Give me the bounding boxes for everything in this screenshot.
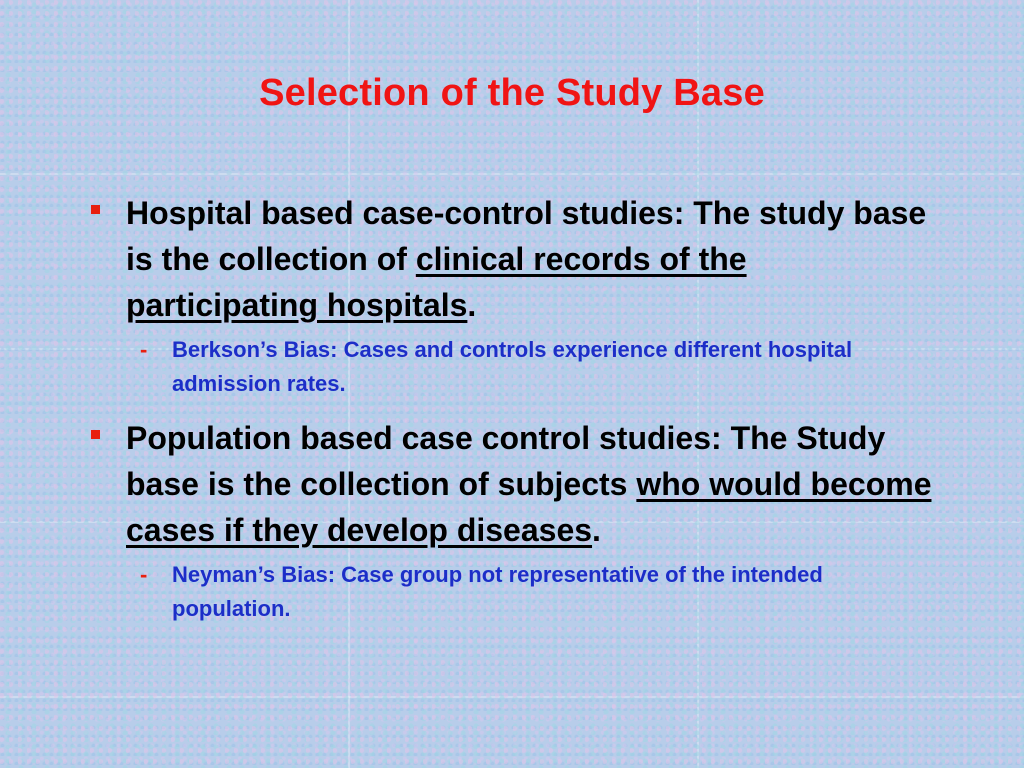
sub-bullet-neymans-bias [88,558,938,626]
dash-bullet-icon: - [140,562,148,587]
slide-content [88,190,938,626]
bullet-text-end: . [467,287,477,323]
slide-title: Selection of the Study Base [259,72,765,114]
dash-bullet-icon: - [140,337,148,362]
sub-bullet-text: Neyman’s Bias: Case group not representative of the intended population. [172,562,823,621]
sub-bullet-berksons-bias [88,333,938,401]
bullet-text-underlined: who would become cases if they develop diseases [126,466,932,548]
bullet-text-underlined: clinical records of the participating hospitals [126,241,747,323]
bullet-text [126,415,938,553]
bullet-text [126,190,938,328]
sub-bullet-text: Berkson’s Bias: Cases and controls experience different hospital admission rates. [172,337,853,396]
square-bullet-icon [91,205,100,214]
bullet-population-based [88,415,938,553]
bullet-hospital-based [88,190,938,328]
bullet-text-lead: Hospital based case-control studies: The study base is the collection of [126,195,927,277]
bullet-text-end: . [592,512,601,548]
bullet-text-lead: Population based case control studies: The Study base is the collection of subjects [126,420,886,502]
square-bullet-icon [91,430,100,439]
